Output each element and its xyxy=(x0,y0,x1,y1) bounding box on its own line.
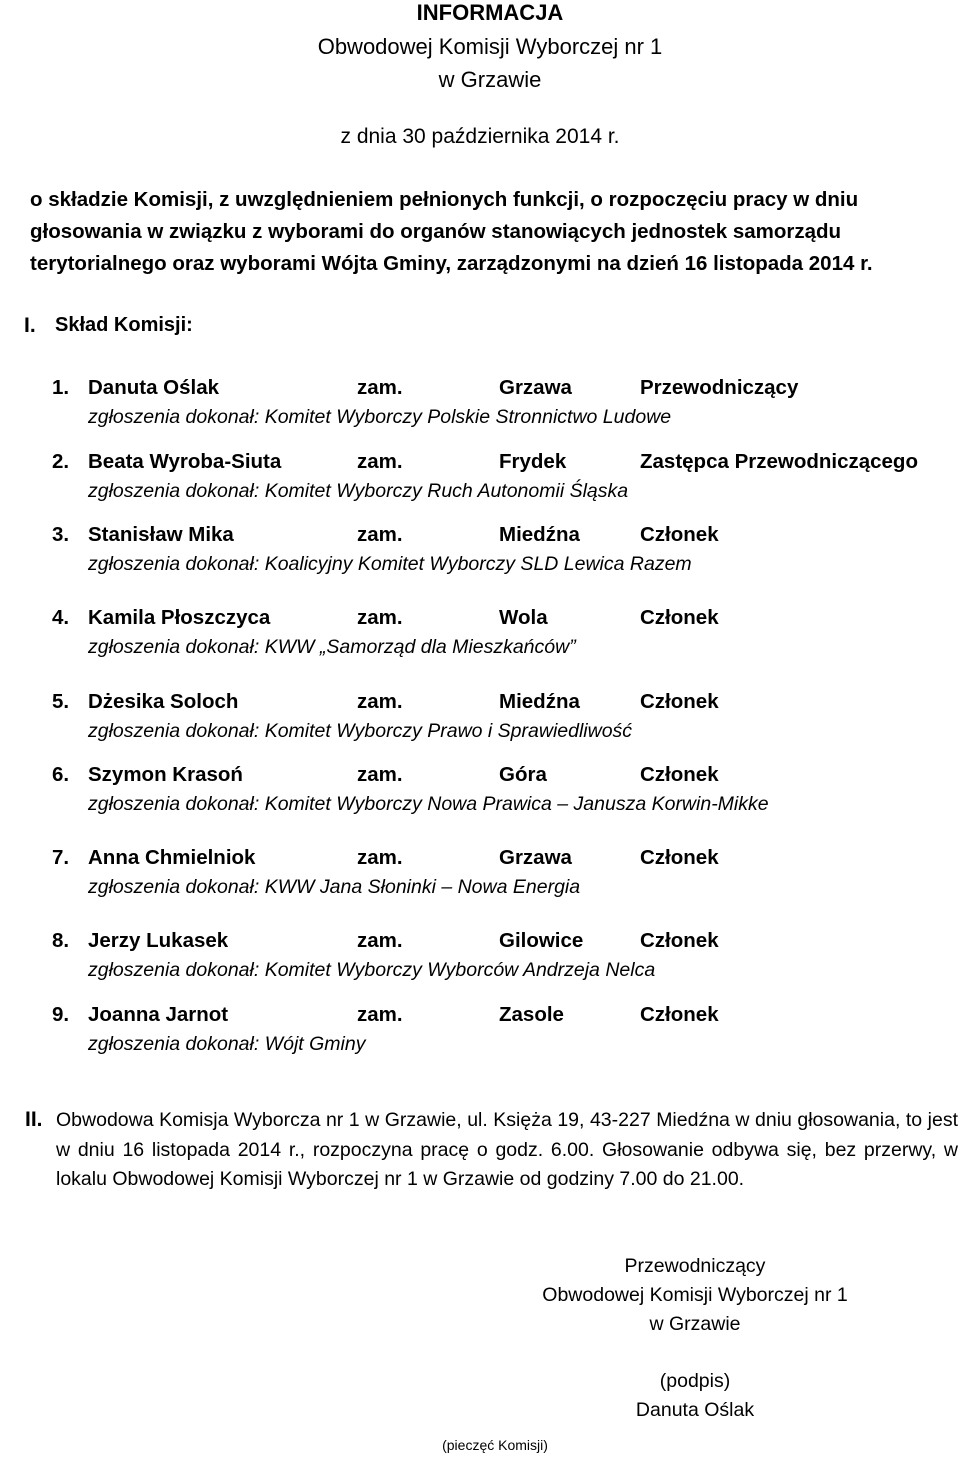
document-subtitle-location: w Grzawie xyxy=(438,67,542,92)
member-role: Członek xyxy=(640,763,719,786)
member-number: 8. xyxy=(52,929,70,952)
member-name: Szymon Krasoń xyxy=(88,763,243,786)
member-role: Członek xyxy=(640,690,719,713)
member-residence-label: zam. xyxy=(357,376,403,399)
member-residence-label: zam. xyxy=(357,929,403,952)
member-row xyxy=(0,523,960,583)
section-2-text: Obwodowa Komisja Wyborcza nr 1 w Grzawie, ul. Księża 19, 43-227 Miedźna w dniu głosowania, to jest w dniu 16 listopada 2014 r., rozpoczyna pracę o godz. 6.00. Głosowanie odbywa się, bez przerwy, w lokalu Obwodowej Komisji Wyborczej nr 1 w Grzawie od godziny 7.00 do 21.00. xyxy=(56,1109,958,1190)
member-number: 2. xyxy=(52,450,70,473)
member-row xyxy=(0,929,960,989)
member-submitted-by: zgłoszenia dokonał: KWW „Samorząd dla Mieszkańców” xyxy=(88,636,576,658)
document-subject: o składzie Komisji, z uwzględnieniem pełnionych funkcji, o rozpoczęciu pracy w dniu głosowania w związku z wyborami do organów stanowiących jednostek samorządu terytorialnego oraz wyborami Wójta Gminy, zarządzonymi na dzień 16 listopada 2014 r. xyxy=(30,188,873,275)
member-row xyxy=(0,1003,960,1063)
member-row xyxy=(0,846,960,906)
member-residence-place: Góra xyxy=(499,763,547,786)
member-number: 1. xyxy=(52,376,70,399)
document-date: z dnia 30 października 2014 r. xyxy=(340,125,620,148)
member-submitted-by: zgłoszenia dokonał: Komitet Wyborczy Wyborców Andrzeja Nelca xyxy=(88,959,656,981)
member-residence-label: zam. xyxy=(357,763,403,786)
signature-name: Danuta Oślak xyxy=(635,1399,755,1421)
member-role: Przewodniczący xyxy=(640,376,799,399)
member-number: 9. xyxy=(52,1003,70,1026)
member-name: Jerzy Lukasek xyxy=(88,929,229,952)
member-submitted-by: zgłoszenia dokonał: Wójt Gminy xyxy=(88,1033,366,1055)
member-submitted-by: zgłoszenia dokonał: Komitet Wyborczy Prawo i Sprawiedliwość xyxy=(88,720,633,742)
member-row xyxy=(0,763,960,823)
member-number: 4. xyxy=(52,606,70,629)
member-residence-place: Grzawa xyxy=(499,846,572,869)
member-number: 7. xyxy=(52,846,70,869)
member-row xyxy=(0,606,960,666)
member-role: Członek xyxy=(640,523,719,546)
member-residence-place: Frydek xyxy=(499,450,567,473)
member-residence-label: zam. xyxy=(357,523,403,546)
member-submitted-by: zgłoszenia dokonał: Komitet Wyborczy Nowa Prawica – Janusza Korwin-Mikke xyxy=(88,793,769,815)
seal-placeholder: (pieczęć Komisji) xyxy=(442,1437,548,1453)
member-role: Członek xyxy=(640,929,719,952)
member-name: Kamila Płoszczyca xyxy=(88,606,271,629)
member-residence-label: zam. xyxy=(357,1003,403,1026)
section-2-number: II. xyxy=(25,1108,43,1131)
member-residence-place: Zasole xyxy=(499,1003,564,1026)
member-role: Członek xyxy=(640,1003,719,1026)
signature-placeholder: (podpis) xyxy=(659,1370,731,1392)
member-residence-label: zam. xyxy=(357,606,403,629)
member-submitted-by: zgłoszenia dokonał: Koalicyjny Komitet Wyborczy SLD Lewica Razem xyxy=(88,553,692,575)
member-number: 6. xyxy=(52,763,70,786)
signature-location: w Grzawie xyxy=(649,1313,741,1335)
member-submitted-by: zgłoszenia dokonał: Komitet Wyborczy Polskie Stronnictwo Ludowe xyxy=(88,406,672,428)
member-residence-place: Miedźna xyxy=(499,523,580,546)
member-residence-place: Gilowice xyxy=(499,929,584,952)
member-residence-place: Wola xyxy=(499,606,548,629)
member-role: Zastępca Przewodniczącego xyxy=(640,450,918,473)
member-row xyxy=(0,690,960,750)
member-name: Joanna Jarnot xyxy=(88,1003,229,1026)
member-number: 5. xyxy=(52,690,70,713)
document-subtitle-commission: Obwodowej Komisji Wyborczej nr 1 xyxy=(317,34,663,59)
member-name: Anna Chmielniok xyxy=(88,846,256,869)
member-name: Dżesika Soloch xyxy=(88,690,239,713)
member-residence-place: Miedźna xyxy=(499,690,580,713)
member-row xyxy=(0,376,960,436)
document-title: INFORMACJA xyxy=(416,0,564,25)
member-row xyxy=(0,450,960,510)
member-residence-label: zam. xyxy=(357,690,403,713)
member-name: Danuta Oślak xyxy=(88,376,220,399)
member-number: 3. xyxy=(52,523,70,546)
signature-commission: Obwodowej Komisji Wyborczej nr 1 xyxy=(542,1284,848,1306)
member-name: Beata Wyroba-Siuta xyxy=(88,450,282,473)
member-residence-place: Grzawa xyxy=(499,376,572,399)
section-1-title: Skład Komisji: xyxy=(55,314,193,336)
member-submitted-by: zgłoszenia dokonał: KWW Jana Słoninki – Nowa Energia xyxy=(88,876,581,898)
member-role: Członek xyxy=(640,846,719,869)
member-role: Członek xyxy=(640,606,719,629)
member-submitted-by: zgłoszenia dokonał: Komitet Wyborczy Ruch Autonomii Śląska xyxy=(88,480,629,502)
signature-role: Przewodniczący xyxy=(624,1255,766,1277)
member-name: Stanisław Mika xyxy=(88,523,234,546)
member-residence-label: zam. xyxy=(357,450,403,473)
member-residence-label: zam. xyxy=(357,846,403,869)
section-1-number: I. xyxy=(24,314,36,337)
